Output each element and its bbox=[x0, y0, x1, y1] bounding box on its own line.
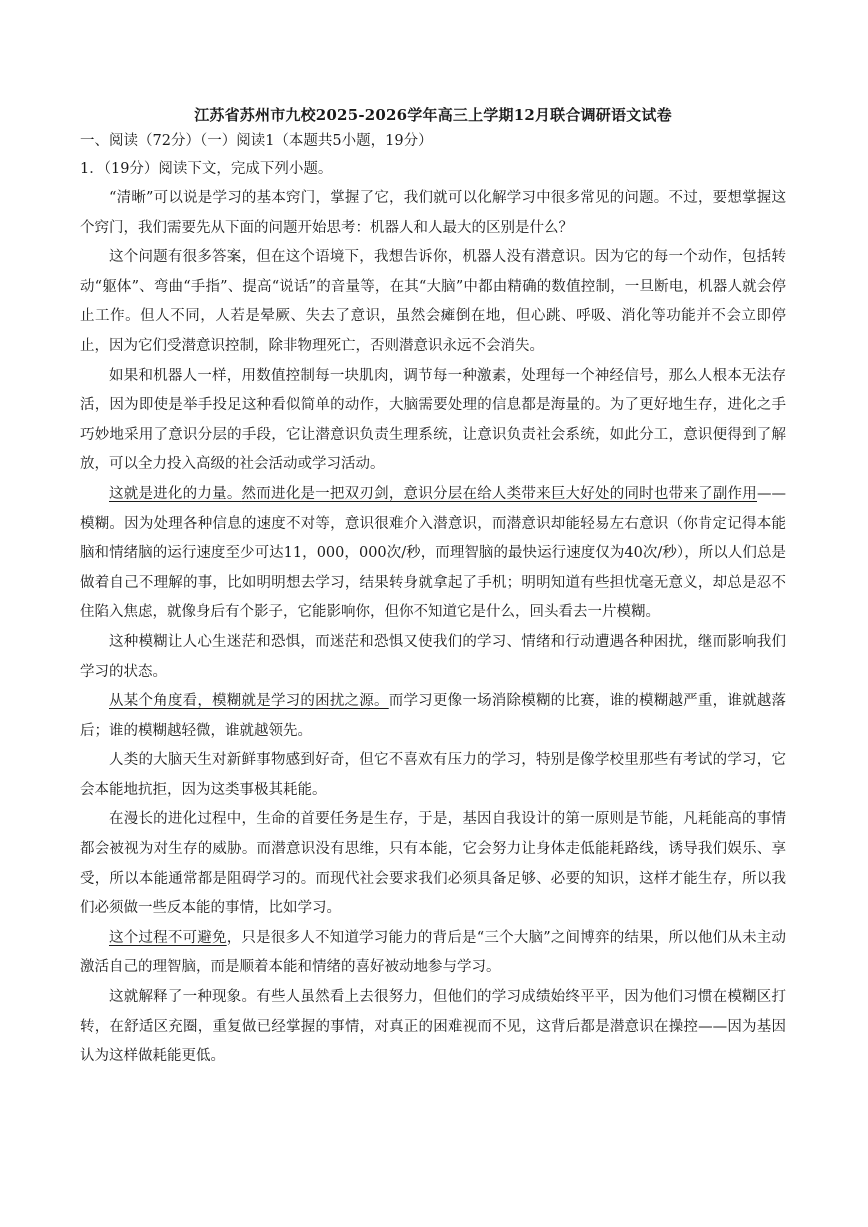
passage-paragraph-3: 如果和机器人一样，用数值控制每一块肌肉，调节每一种激素，处理每一个神经信号，那么人根本无法存活，因为即使是举手投足这种看似简单的动作，大脑需要处理的信息都是海量的。为了更好地生存，进化之手巧妙地采用了意识分层的手段，它让潜意识负责生理系统，让意识负责社会系统，如此分工，意识便得到了解放，可以全力投入高级的社会活动或学习活动。 bbox=[80, 367, 786, 473]
underlined-phrase-evolution: 这就是进化的力量。 bbox=[109, 485, 242, 502]
section-heading: 一、阅读（72分）（一）阅读1（本题共5小题，19分） bbox=[80, 133, 433, 149]
passage-paragraph-9 bbox=[80, 924, 786, 983]
underlined-sentence-source: 从某个角度看，模糊就是学习的困扰之源。 bbox=[109, 693, 389, 710]
passage-paragraph-9-rest: ，只是很多人不知道学习能力的背后是“三个大脑”之间博弈的结果，所以他们从未主动激活自己的理智脑，而是顺着本能和情绪的喜好被动地参与学习。 bbox=[80, 929, 786, 976]
passage-paragraph-2: 这个问题有很多答案，但在这个语境下，我想告诉你，机器人没有潜意识。因为它的每一个动作，包括转动“躯体”、弯曲“手指”、提高“说话”的音量等，在其“大脑”中都由精确的数值控制，一旦断电，机器人就会停止工作。但人不同，人若是晕厥、失去了意识，虽然会瘫倒在地，但心跳、呼吸、消化等功能并不会立即停止，因为它们受潜意识控制，除非物理死亡，否则潜意识永远不会消失。 bbox=[80, 249, 786, 354]
passage-paragraph-7: 人类的大脑天生对新鲜事物感到好奇，但它不喜欢有压力的学习，特别是像学校里那些有考试的学习，它会本能地抗拒，因为这类事极其耗能。 bbox=[80, 752, 786, 798]
passage-paragraph-4 bbox=[80, 480, 786, 628]
passage-paragraph-1: “清晰”可以说是学习的基本窍门，掌握了它，我们就可以化解学习中很多常见的问题。不过，要想掌握这个窍门，我们需要先从下面的问题开始思考：机器人和人最大的区别是什么？ bbox=[80, 190, 786, 236]
exam-title: 江苏省苏州市九校2025-2026学年高三上学期12月联合调研语文试卷 bbox=[194, 106, 672, 124]
passage-paragraph-5: 这种模糊让人心生迷茫和恐惧，而迷茫和恐惧又使我们的学习、情绪和行动遭遇各种困扰，继而影响我们学习的状态。 bbox=[80, 633, 786, 680]
passage-paragraph-10: 这就解释了一种现象。有些人虽然看上去很努力，但他们的学习成绩始终平平，因为他们习惯在模糊区打转，在舒适区充圈，重复做已经掌握的事情，对真正的困难视而不见，这背后都是潜意识在操控——因为基因认为这样做耗能更低。 bbox=[80, 989, 786, 1065]
passage-paragraph-4-rest: ——模糊。因为处理各种信息的速度不对等，意识很难介入潜意识，而潜意识却能轻易左右意识（你肯定记得本能脑和情绪脑的运行速度至少可达11，000，000次/秒，而理智脑的最快运行速度仅为40次/秒），所以人们总是做着自己不理解的事，比如明明想去学习，结果转身就拿起了手机；明明知道有些担忧毫无意义，却总是忍不住陷入焦虑，就像身后有个影子，它能影响你，但你不知道它是什么，回头看去一片模糊。 bbox=[80, 485, 786, 621]
exam-page bbox=[80, 104, 786, 1072]
passage-paragraph-8: 在漫长的进化过程中，生命的首要任务是生存，于是，基因自我设计的第一原则是节能，凡耗能高的事情都会被视为对生存的威胁。而潜意识没有思维，只有本能，它会努力让身体走低能耗路线，诱导我们娱乐、享受，所以本能通常都是阻碍学习的。而现代社会要求我们必须具备足够、必要的知识，这样才能生存，所以我们必须做一些反本能的事情，比如学习。 bbox=[80, 811, 786, 917]
underlined-phrase-unavoidable: 这个过程不可避免 bbox=[109, 929, 227, 946]
underlined-sentence-double-edged: 然而进化是一把双刃剑，意识分层在给人类带来巨大好处的同时也带来了副作用 bbox=[241, 485, 757, 502]
question-heading: 1．（19分）阅读下文，完成下列小题。 bbox=[80, 161, 333, 177]
passage-paragraph-6-rest: 而学习更像一场消除模糊的比赛，谁的模糊越严重，谁就越落后；谁的模糊越轻微，谁就越领先。 bbox=[80, 693, 787, 739]
passage-paragraph-6 bbox=[80, 687, 786, 746]
